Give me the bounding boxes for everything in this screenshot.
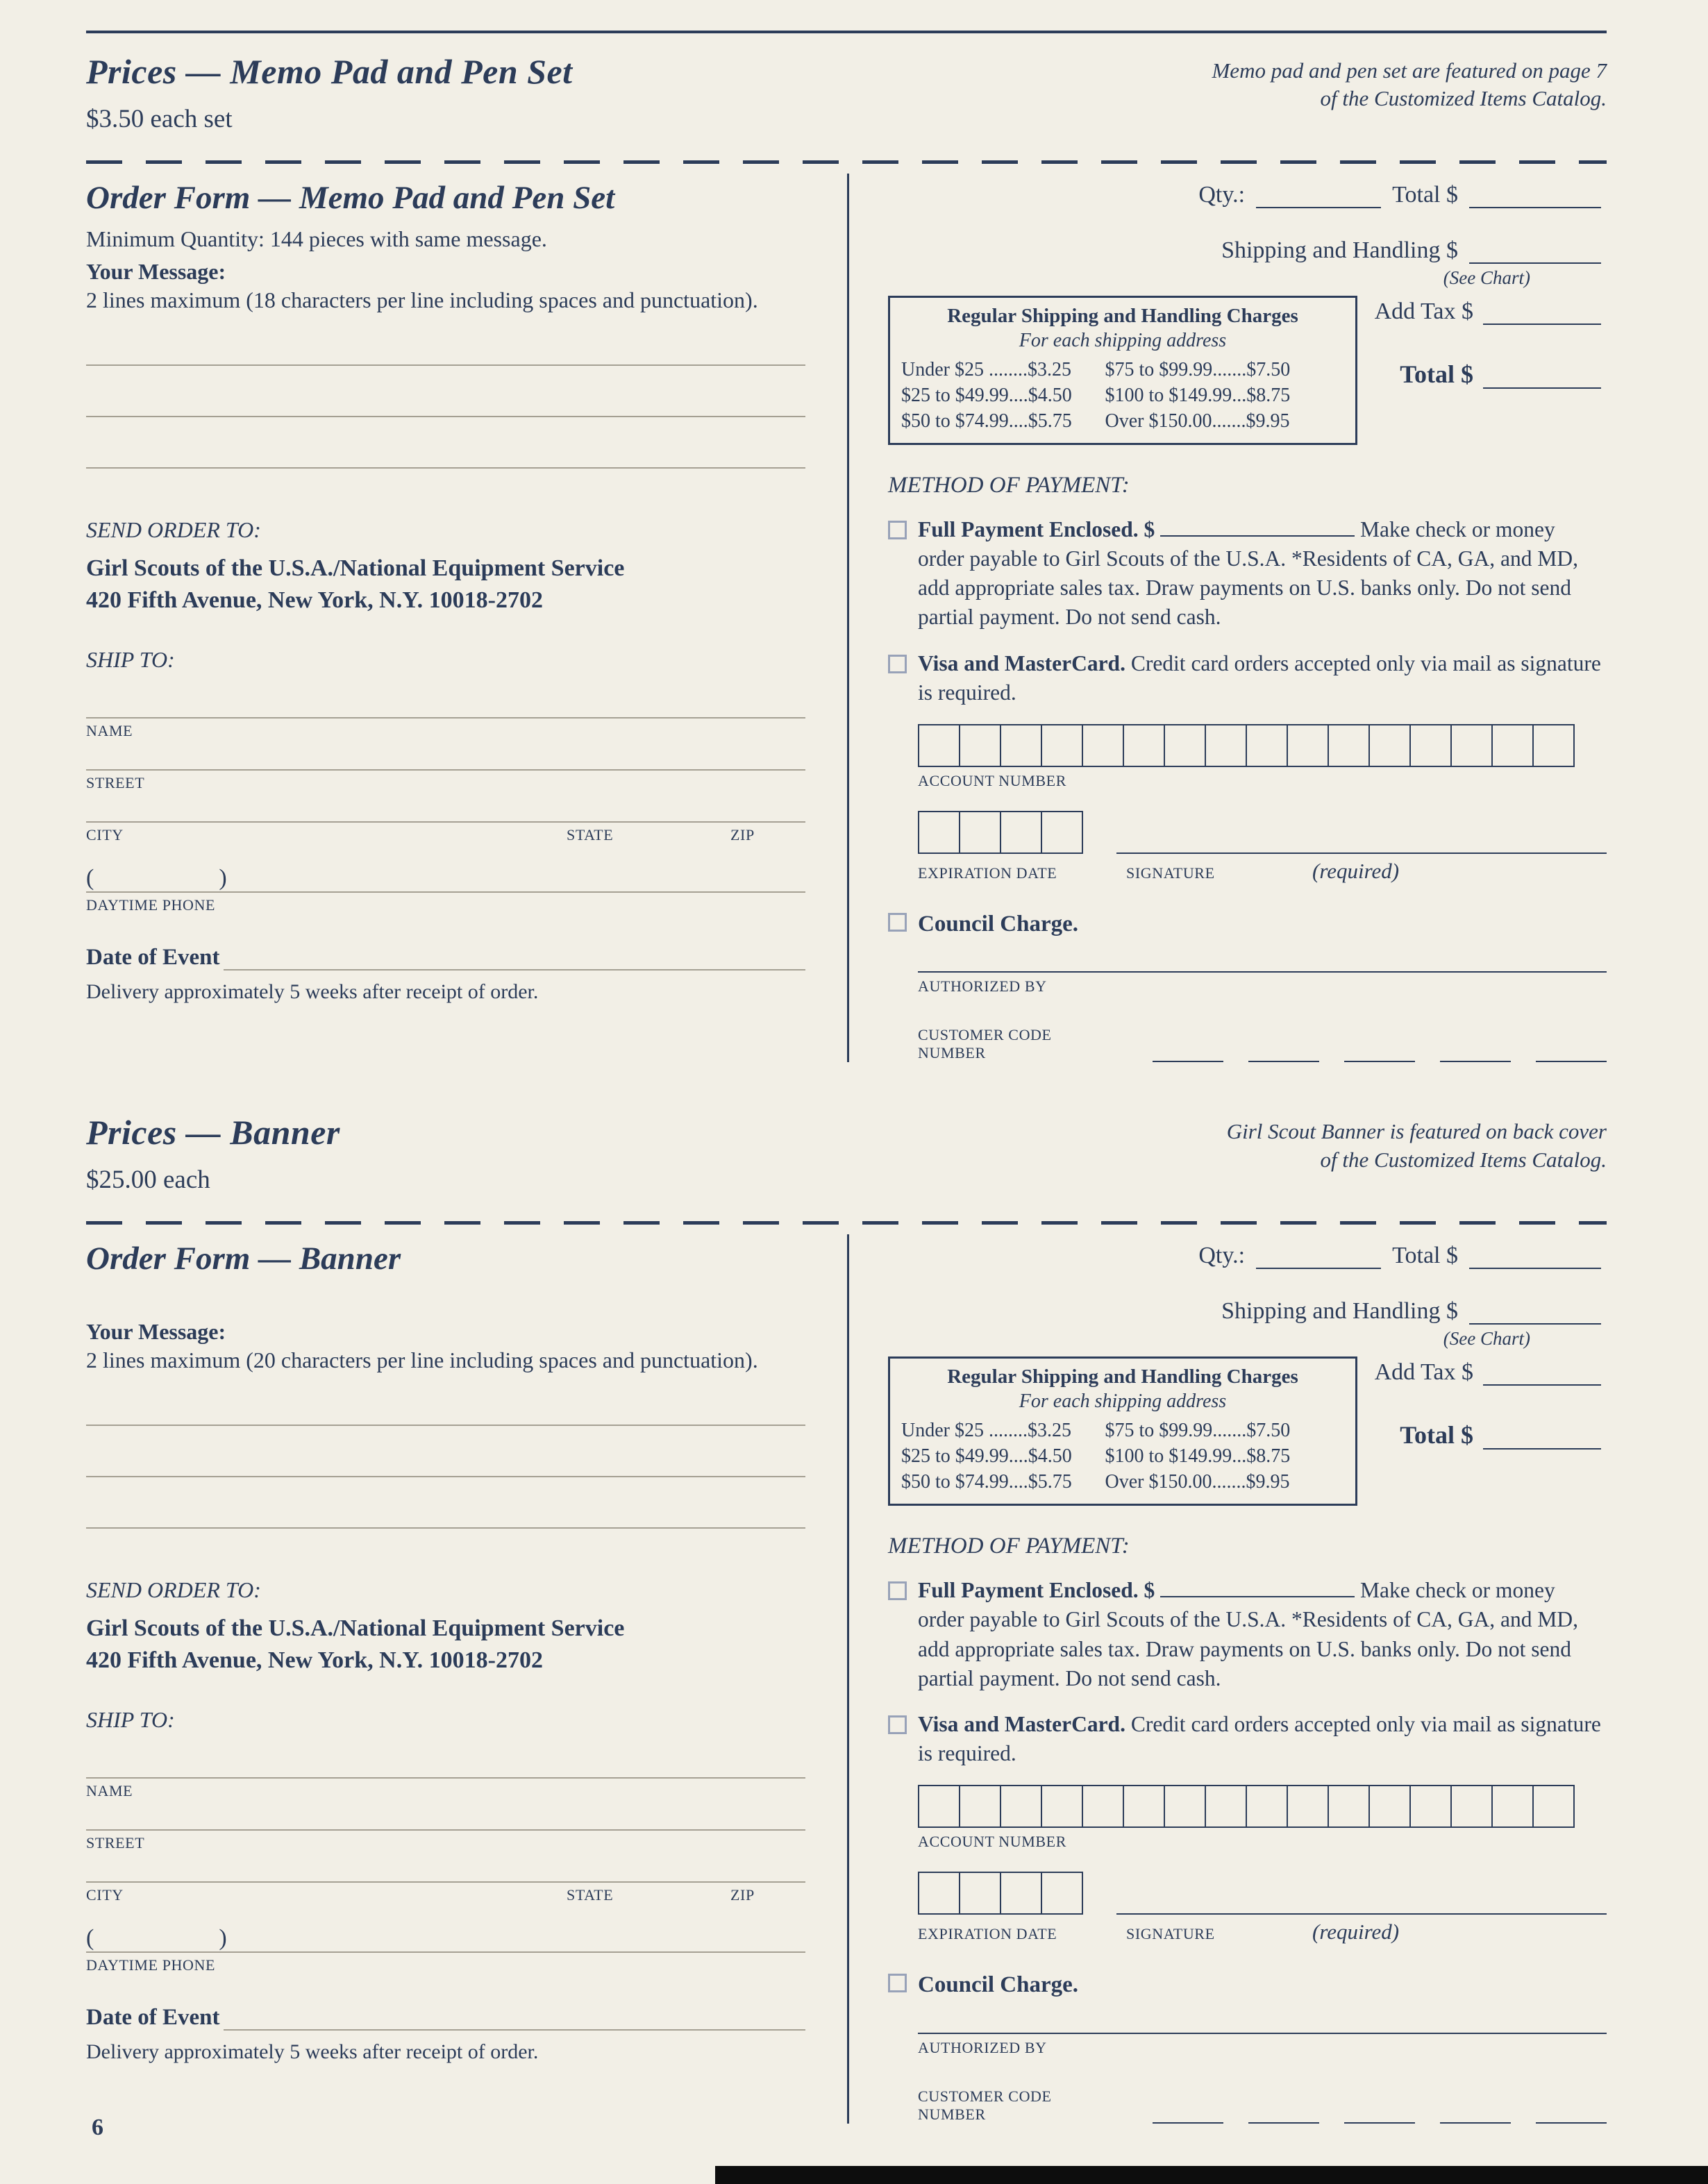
customer-code-blank[interactable] xyxy=(1248,1047,1319,1062)
message-instructions: 2 lines maximum (20 characters per line including spaces and punctuation). xyxy=(86,1347,758,1373)
full-payment-text: Full Payment Enclosed. $ Make check or money order payable to Girl Scouts of the U.S.A. *Residents of CA, GA, and MD, add appropriate sales tax. Draw payments on U.S. banks only. Do not send partial payment. Do not send cash. xyxy=(918,1578,1578,1690)
order-form-title: Order Form — Banner xyxy=(86,1241,401,1277)
grand-total-input-line[interactable] xyxy=(1483,365,1601,389)
featured-note: Memo pad and pen set are featured on page 7 of the Customized Items Catalog. xyxy=(1212,58,1607,111)
authorized-by-label: AUTHORIZED BY xyxy=(918,2038,1047,2056)
phone-paren-open: ( xyxy=(86,1925,94,1951)
shipping-chart-title: Regular Shipping and Handling Charges xyxy=(947,1366,1298,1388)
dashed-divider xyxy=(86,1221,1607,1225)
state-label: STATE xyxy=(567,1886,614,1904)
zip-label: ZIP xyxy=(730,1886,755,1904)
message-line-1[interactable] xyxy=(86,364,805,366)
name-field[interactable] xyxy=(86,717,821,740)
prices-title: Prices — Memo Pad and Pen Set xyxy=(86,52,573,91)
account-number-grid[interactable] xyxy=(918,724,1607,767)
authorized-by-line[interactable] xyxy=(918,971,1607,973)
delivery-note: Delivery approximately 5 weeks after receipt of order. xyxy=(86,980,539,1003)
visa-mastercard-checkbox[interactable] xyxy=(888,655,907,673)
council-charge-checkbox[interactable] xyxy=(888,913,907,932)
date-of-event-field[interactable] xyxy=(86,2005,805,2031)
customer-code-blank[interactable] xyxy=(1344,1047,1415,1062)
send-order-to-label: SEND ORDER TO: xyxy=(86,1577,261,1603)
delivery-note: Delivery approximately 5 weeks after receipt of order. xyxy=(86,2040,539,2064)
authorized-by-line[interactable] xyxy=(918,2033,1607,2034)
customer-code-blank[interactable] xyxy=(1536,2108,1607,2124)
qty-input-line[interactable] xyxy=(1256,185,1381,208)
add-tax-input-line[interactable] xyxy=(1483,301,1601,325)
city-state-zip-field[interactable] xyxy=(86,1881,821,1906)
minimum-quantity xyxy=(86,1287,821,1312)
method-of-payment-heading: METHOD OF PAYMENT: xyxy=(888,472,1130,498)
account-number-label: ACCOUNT NUMBER xyxy=(918,1833,1066,1851)
send-order-to-label: SEND ORDER TO: xyxy=(86,516,261,542)
customer-code-blank[interactable] xyxy=(1153,2108,1223,2124)
city-label: CITY xyxy=(86,1886,124,1904)
city-state-zip-field[interactable] xyxy=(86,821,821,846)
date-of-event-field[interactable] xyxy=(86,945,805,971)
add-tax-label: Add Tax $ xyxy=(1374,299,1473,324)
customer-code-blank[interactable] xyxy=(1248,2108,1319,2124)
street-field[interactable] xyxy=(86,769,821,792)
shipping-chart: Regular Shipping and Handling Charges For each shipping address Under $25 ........$3.25 $25 to $49.99....$4.50 $50 to $74.99....$5.75 $75 to $99.99.......$7.50 $100 to $149.99...$8.75 Over $150.00.......$9.95 xyxy=(888,1356,1357,1506)
daytime-phone-label: DAYTIME PHONE xyxy=(86,1956,216,1974)
customer-code-blank[interactable] xyxy=(1153,1047,1223,1062)
signature-label: SIGNATURE xyxy=(1126,1925,1215,1943)
customer-code-field xyxy=(918,2088,1607,2124)
phone-paren-open: ( xyxy=(86,864,94,891)
visa-mastercard-text: Visa and MasterCard. Credit card orders accepted only via mail as signature is required. xyxy=(918,1711,1601,1766)
street-label: STREET xyxy=(86,1834,145,1852)
expiration-date-label: EXPIRATION DATE xyxy=(918,1925,1057,1943)
signature-line[interactable] xyxy=(1116,1887,1607,1915)
required-note: (required) xyxy=(1312,859,1400,884)
date-of-event-label: Date of Event xyxy=(86,2005,220,2031)
qty-label: Qty.: xyxy=(1198,182,1246,208)
message-line-2[interactable] xyxy=(86,416,805,417)
state-label: STATE xyxy=(567,825,614,843)
price-line: $25.00 each xyxy=(86,1166,210,1195)
daytime-phone-label: DAYTIME PHONE xyxy=(86,896,216,914)
dashed-divider xyxy=(86,160,1607,164)
shipping-chart-subtitle: For each shipping address xyxy=(1019,330,1227,351)
grand-total-label: Total $ xyxy=(1400,1421,1473,1450)
account-number-label: ACCOUNT NUMBER xyxy=(918,772,1066,790)
customer-code-blank[interactable] xyxy=(1344,2108,1415,2124)
message-instructions: 2 lines maximum (18 characters per line including spaces and punctuation). xyxy=(86,287,758,312)
full-payment-checkbox[interactable] xyxy=(888,521,907,539)
ship-to-label: SHIP TO: xyxy=(86,646,175,672)
shipping-chart: Regular Shipping and Handling Charges For each shipping address Under $25 ........$3.25 $25 to $49.99....$4.50 $50 to $74.99....$5.75 $75 to $99.99.......$7.50 $100 to $149.99...$8.75 Over $150.00.......$9.95 xyxy=(888,296,1357,445)
authorized-by-label: AUTHORIZED BY xyxy=(918,977,1047,996)
council-charge-checkbox[interactable] xyxy=(888,1974,907,1992)
date-of-event-label: Date of Event xyxy=(86,944,220,970)
method-of-payment-heading: METHOD OF PAYMENT: xyxy=(888,1534,1130,1559)
total-label: Total $ xyxy=(1392,1243,1458,1269)
full-payment-amount-line[interactable] xyxy=(1160,1579,1355,1597)
section-memo-pad xyxy=(86,31,1607,1062)
street-label: STREET xyxy=(86,773,145,791)
total-input-line[interactable] xyxy=(1469,1245,1601,1269)
prices-title: Prices — Banner xyxy=(86,1113,340,1152)
message-line-3[interactable] xyxy=(86,1527,805,1529)
qty-label: Qty.: xyxy=(1198,1243,1246,1269)
name-label: NAME xyxy=(86,721,133,739)
customer-code-blank[interactable] xyxy=(1440,2108,1511,2124)
see-chart-note: (See Chart) xyxy=(1443,267,1530,288)
shipping-label: Shipping and Handling $ xyxy=(1221,1298,1458,1325)
shipping-chart-title: Regular Shipping and Handling Charges xyxy=(947,305,1298,327)
your-message-label: Your Message: xyxy=(86,1319,226,1345)
your-message-label: Your Message: xyxy=(86,259,226,284)
minimum-quantity: Minimum Quantity: 144 pieces with same message. xyxy=(86,226,547,251)
signature-line[interactable] xyxy=(1116,826,1607,854)
page-number: 6 xyxy=(92,2115,103,2140)
authorized-by-field[interactable] xyxy=(918,971,1607,996)
shipping-chart-subtitle: For each shipping address xyxy=(1019,1391,1227,1413)
featured-note: Girl Scout Banner is featured on back cover of the Customized Items Catalog. xyxy=(1226,1119,1607,1172)
message-line-3[interactable] xyxy=(86,467,805,469)
street-field[interactable] xyxy=(86,1829,821,1852)
expiration-date-grid[interactable] xyxy=(918,1872,1083,1915)
full-payment-amount-line[interactable] xyxy=(1160,518,1355,537)
see-chart-note: (See Chart) xyxy=(1443,1328,1530,1350)
phone-paren-close: ) xyxy=(219,1925,227,1951)
customer-code-blank[interactable] xyxy=(1440,1047,1511,1062)
shipping-input-line[interactable] xyxy=(1469,240,1601,264)
total-label: Total $ xyxy=(1392,182,1458,208)
org-address: Girl Scouts of the U.S.A./National Equipment Service 420 Fifth Avenue, New York, N.Y. 10018-2702 xyxy=(86,1615,625,1674)
scan-edge-strip xyxy=(715,2166,1708,2184)
full-payment-checkbox[interactable] xyxy=(888,1581,907,1600)
authorized-by-field[interactable] xyxy=(918,2033,1607,2057)
customer-code-label: CUSTOMER CODE NUMBER xyxy=(918,1026,1052,1062)
section-banner xyxy=(86,1112,1607,2123)
shipping-label: Shipping and Handling $ xyxy=(1221,237,1458,263)
customer-code-blank[interactable] xyxy=(1536,1047,1607,1062)
date-of-event-line[interactable] xyxy=(224,2007,805,2031)
phone-paren-close: ) xyxy=(219,864,227,891)
top-rule xyxy=(86,31,1607,33)
grand-total-input-line[interactable] xyxy=(1483,1426,1601,1450)
daytime-phone-field[interactable] xyxy=(86,862,821,914)
full-payment-text: Full Payment Enclosed. $ Make check or money order payable to Girl Scouts of the U.S.A. *Residents of CA, GA, and MD, add appropriate sales tax. Draw payments on U.S. banks only. Do not send partial payment. Do not send cash. xyxy=(918,516,1578,630)
name-label: NAME xyxy=(86,1782,133,1800)
date-of-event-line[interactable] xyxy=(224,947,805,971)
visa-mastercard-checkbox[interactable] xyxy=(888,1715,907,1734)
grand-total-label: Total $ xyxy=(1400,360,1473,388)
daytime-phone-field[interactable] xyxy=(86,1922,821,1974)
council-charge-label: Council Charge. xyxy=(918,912,1078,937)
customer-code-label: CUSTOMER CODE NUMBER xyxy=(918,2087,1052,2123)
council-charge-label: Council Charge. xyxy=(918,1972,1078,1998)
add-tax-input-line[interactable] xyxy=(1483,1362,1601,1386)
visa-mastercard-text: Visa and MasterCard. Credit card orders accepted only via mail as signature is required. xyxy=(918,650,1601,705)
order-form-title: Order Form — Memo Pad and Pen Set xyxy=(86,180,615,216)
account-number-grid[interactable] xyxy=(918,1785,1607,1828)
message-line-2[interactable] xyxy=(86,1476,805,1477)
expiration-date-label: EXPIRATION DATE xyxy=(918,864,1057,882)
customer-code-field xyxy=(918,1026,1607,1062)
expiration-date-grid[interactable] xyxy=(918,811,1083,854)
qty-input-line[interactable] xyxy=(1256,1245,1381,1269)
total-input-line[interactable] xyxy=(1469,185,1601,208)
city-label: CITY xyxy=(86,825,124,843)
name-field[interactable] xyxy=(86,1777,821,1800)
add-tax-label: Add Tax $ xyxy=(1374,1359,1473,1386)
price-line: $3.50 each set xyxy=(86,105,233,133)
org-address: Girl Scouts of the U.S.A./National Equipment Service 420 Fifth Avenue, New York, N.Y. 10018-2702 xyxy=(86,555,625,613)
message-line-1[interactable] xyxy=(86,1425,805,1426)
required-note: (required) xyxy=(1312,1920,1400,1944)
ship-to-label: SHIP TO: xyxy=(86,1707,175,1733)
signature-label: SIGNATURE xyxy=(1126,864,1215,882)
zip-label: ZIP xyxy=(730,825,755,843)
shipping-input-line[interactable] xyxy=(1469,1301,1601,1325)
